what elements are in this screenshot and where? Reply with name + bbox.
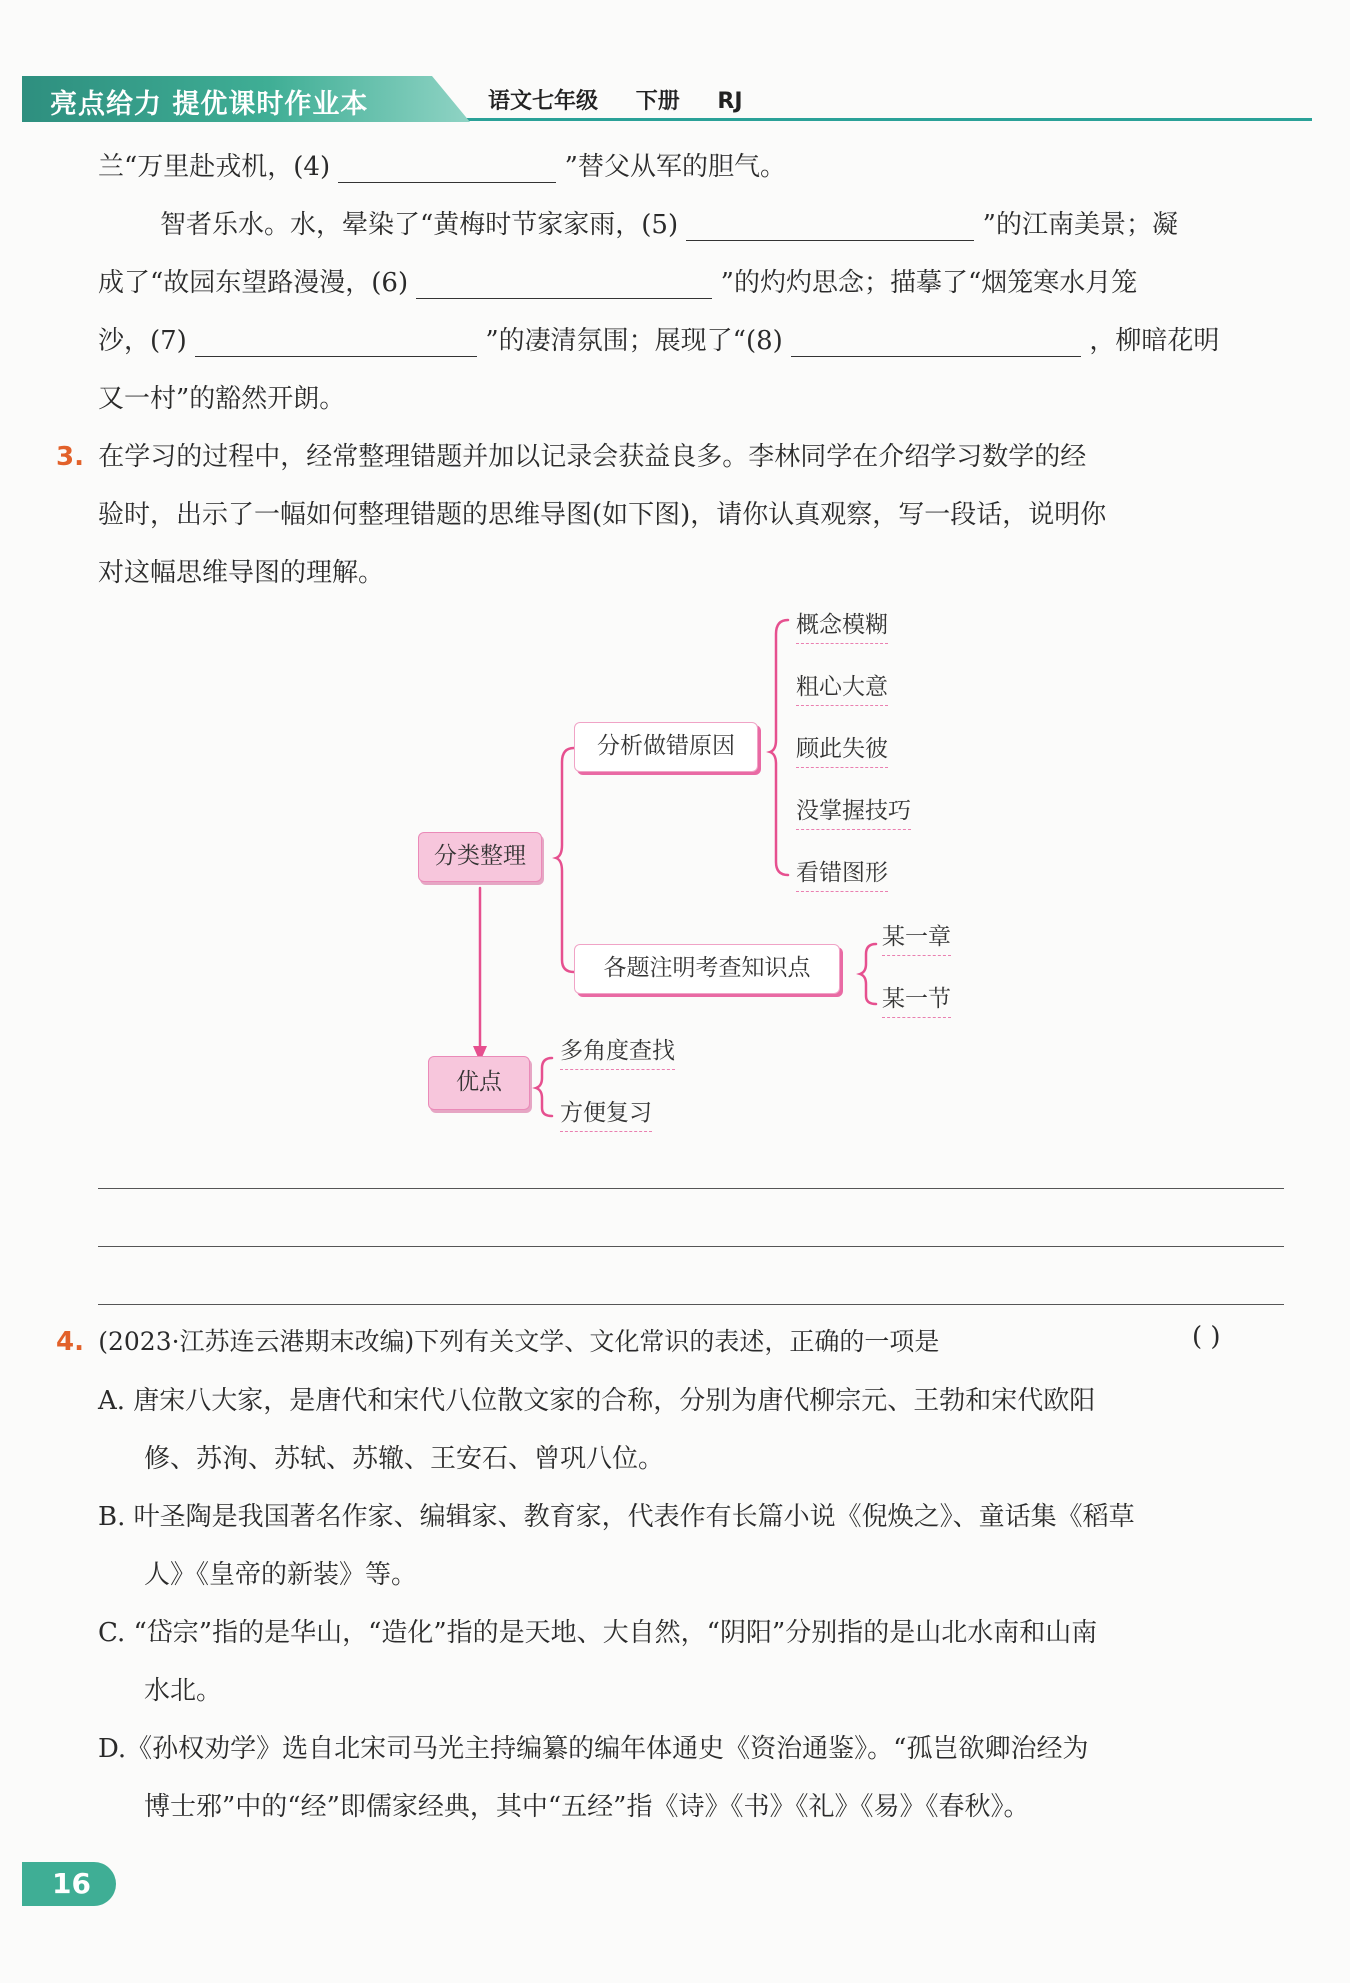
intro-text: ”的灼灼思念；描摹了“烟笼寒水月笼	[720, 268, 1138, 298]
option-b-cont: 人》《皇帝的新装》等。	[144, 1560, 418, 1590]
q4-text: (2023·江苏连云港期末改编)下列有关文学、文化常识的表述，正确的一项是	[98, 1327, 940, 1356]
answer-line-3[interactable]	[98, 1304, 1284, 1305]
leaf-reason: 顾此失彼	[796, 730, 888, 768]
intro-text: 智者乐水。水，晕染了“黄梅时节家家雨，(5)	[160, 210, 679, 240]
q4-stem	[56, 1322, 939, 1358]
page-number: 16	[22, 1862, 116, 1906]
intro-text: ，柳暗花明	[1089, 326, 1220, 356]
mindmap-root: 分类整理	[418, 832, 542, 882]
series-title: 亮点给力 提优课时作业本	[50, 89, 369, 120]
intro-text: 成了“故园东望路漫漫，(6)	[98, 268, 409, 298]
branch2-brace	[860, 944, 876, 1004]
intro-text: ”的凄清氛围；展现了“(8)	[485, 326, 783, 356]
subject-grade: 语文七年级	[488, 89, 599, 114]
leaf-reason: 概念模糊	[796, 606, 888, 644]
leaf-knowledge: 某一节	[882, 980, 951, 1018]
option-a: A. 唐宋八大家，是唐代和宋代八位散文家的合称，分别为唐代柳宗元、王勃和宋代欧阳	[98, 1386, 1096, 1416]
leaf-advantage: 多角度查找	[560, 1032, 675, 1070]
intro-text: 沙，(7)	[98, 326, 187, 356]
answer-line-2[interactable]	[98, 1246, 1284, 1247]
leaf-advantage: 方便复习	[560, 1094, 652, 1132]
option-b: B. 叶圣陶是我国著名作家、编辑家、教育家，代表作有长篇小说《倪焕之》、童话集《稻草	[98, 1502, 1135, 1532]
leaf-knowledge: 某一章	[882, 918, 951, 956]
q3-text: 验时，出示了一幅如何整理错题的思维导图(如下图)，请你认真观察，写一段话，说明你	[98, 500, 1107, 530]
branch1-brace	[770, 620, 788, 875]
root-brace	[556, 748, 574, 972]
q4-number: 4.	[56, 1327, 84, 1357]
q3-text: 对这幅思维导图的理解。	[98, 558, 385, 588]
q3-number: 3.	[56, 442, 84, 472]
intro-text: ”替父从军的胆气。	[564, 152, 786, 182]
q3-text: 在学习的过程中，经常整理错题并加以记录会获益良多。李林同学在介绍学习数学的经	[98, 442, 1087, 472]
answer-line-1[interactable]	[98, 1188, 1284, 1189]
result-brace	[536, 1058, 552, 1116]
term: 下册	[635, 89, 680, 114]
edition: RJ	[717, 89, 743, 114]
option-c: C. “岱宗”指的是华山，“造化”指的是天地、大自然，“阴阳”分别指的是山北水南和山南	[98, 1618, 1098, 1648]
option-d-cont: 博士邪”中的“经”即儒家经典，其中“五经”指《诗》《书》《礼》《易》《春秋》。	[144, 1792, 1030, 1822]
intro-text: 又一村”的豁然开朗。	[98, 384, 346, 414]
option-c-cont: 水北。	[144, 1676, 223, 1706]
leaf-reason: 粗心大意	[796, 668, 888, 706]
option-d: D.《孙权劝学》选自北宋司马光主持编纂的编年体通史《资治通鉴》。“孤岂欲卿治经为	[98, 1734, 1089, 1764]
leaf-reason: 没掌握技巧	[796, 792, 911, 830]
intro-text: ”的江南美景；凝	[982, 210, 1178, 240]
leaf-reason: 看错图形	[796, 854, 888, 892]
mindmap-result: 优点	[428, 1056, 530, 1110]
option-a-cont: 修、苏洵、苏轼、苏辙、王安石、曾巩八位。	[144, 1444, 665, 1474]
answer-paren[interactable]: ( )	[1192, 1322, 1221, 1352]
mindmap-branch-knowledge: 各题注明考查知识点	[574, 944, 840, 994]
intro-text: 兰“万里赴戎机，(4)	[98, 152, 331, 182]
mindmap-branch-reasons: 分析做错原因	[574, 722, 758, 772]
